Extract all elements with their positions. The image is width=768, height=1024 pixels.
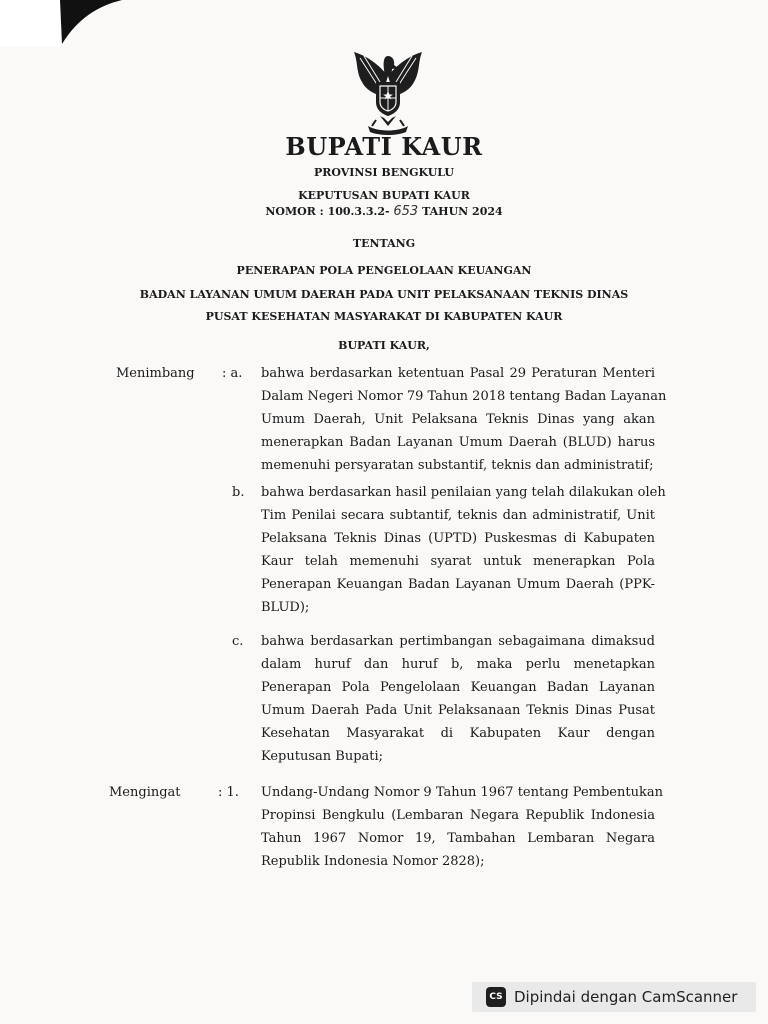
camscanner-logo-icon: CS: [486, 987, 506, 1007]
remembering-label: Mengingat: [109, 785, 181, 800]
paragraph-line: Umum Daerah, Unit Pelaksana Teknis Dinas yang akan: [261, 412, 655, 427]
decree-number-year: TAHUN 2024: [422, 205, 503, 218]
paragraph-line: Republik Indonesia Nomor 2828);: [261, 854, 485, 869]
considering-item-c: [261, 630, 655, 768]
about-heading: TENTANG: [352, 237, 416, 250]
paragraph-line: Umum Daerah Pada Unit Pelaksanaan Teknis Dinas Pusat: [261, 703, 655, 718]
subject-line: PUSAT KESEHATAN MASYARAKAT DI KABUPATEN KAUR: [205, 310, 563, 323]
paragraph-line: Pelaksana Teknis Dinas (UPTD) Puskesmas di Kabupaten: [261, 531, 655, 546]
paragraph-line: Dalam Negeri Nomor 79 Tahun 2018 tentang Badan Layanan: [261, 389, 667, 404]
document-title: BUPATI KAUR: [285, 132, 483, 161]
camscanner-text: Dipindai dengan CamScanner: [514, 988, 738, 1006]
item-marker: : a.: [222, 366, 243, 381]
paragraph-line: BLUD);: [261, 600, 310, 615]
camscanner-watermark: [472, 982, 756, 1012]
paragraph-line: Kaur telah memenuhi syarat untuk menerapkan Pola: [261, 554, 655, 569]
paragraph-line: bahwa berdasarkan pertimbangan sebagaimana dimaksud: [261, 634, 655, 649]
paragraph-line: bahwa berdasarkan ketentuan Pasal 29 Peraturan Menteri: [261, 366, 655, 381]
paragraph-line: Penerapan Pola Pengelolaan Keuangan Badan Layanan: [261, 680, 655, 695]
paragraph-line: Undang-Undang Nomor 9 Tahun 1967 tentang Pembentukan: [261, 785, 663, 800]
paragraph-line: Tahun 1967 Nomor 19, Tambahan Lembaran Negara: [261, 831, 655, 846]
considering-item-a: [261, 362, 667, 477]
considering-item-b: [261, 481, 666, 619]
garuda-emblem-icon: [346, 46, 430, 136]
paragraph-line: Tim Penilai secara subtantif, teknis dan administratif, Unit: [261, 508, 655, 523]
paragraph-line: Kesehatan Masyarakat di Kabupaten Kaur dengan: [261, 726, 655, 741]
item-marker: c.: [232, 634, 244, 649]
scan-corner-shadow: [0, 0, 140, 60]
considering-label: Menimbang: [116, 366, 195, 381]
decree-number: [0, 204, 768, 219]
item-marker: : 1.: [218, 785, 239, 800]
subject-line: PENERAPAN POLA PENGELOLAAN KEUANGAN: [236, 264, 532, 277]
decree-number-prefix: NOMOR : 100.3.3.2-: [265, 205, 390, 218]
paragraph-line: bahwa berdasarkan hasil penilaian yang telah dilakukan oleh: [261, 485, 666, 500]
paragraph-line: Keputusan Bupati;: [261, 749, 384, 764]
province-name: PROVINSI BENGKULU: [313, 166, 455, 179]
decree-label: KEPUTUSAN BUPATI KAUR: [298, 189, 470, 202]
paragraph-line: dalam huruf dan huruf b, maka perlu menetapkan: [261, 657, 655, 672]
item-marker: b.: [232, 485, 245, 500]
decree-number-handwritten: 653: [393, 204, 419, 219]
paragraph-line: Penerapan Keuangan Badan Layanan Umum Daerah (PPK-: [261, 577, 655, 592]
paragraph-line: Propinsi Bengkulu (Lembaran Negara Republik Indonesia: [261, 808, 655, 823]
remembering-item-1: [261, 781, 663, 873]
paragraph-line: menerapkan Badan Layanan Umum Daerah (BLUD) harus: [261, 435, 655, 450]
paragraph-line: memenuhi persyaratan substantif, teknis dan administratif;: [261, 458, 654, 473]
subject-line: BADAN LAYANAN UMUM DAERAH PADA UNIT PELAKSANAAN TEKNIS DINAS: [139, 288, 629, 301]
signatory-heading: BUPATI KAUR,: [338, 339, 430, 352]
